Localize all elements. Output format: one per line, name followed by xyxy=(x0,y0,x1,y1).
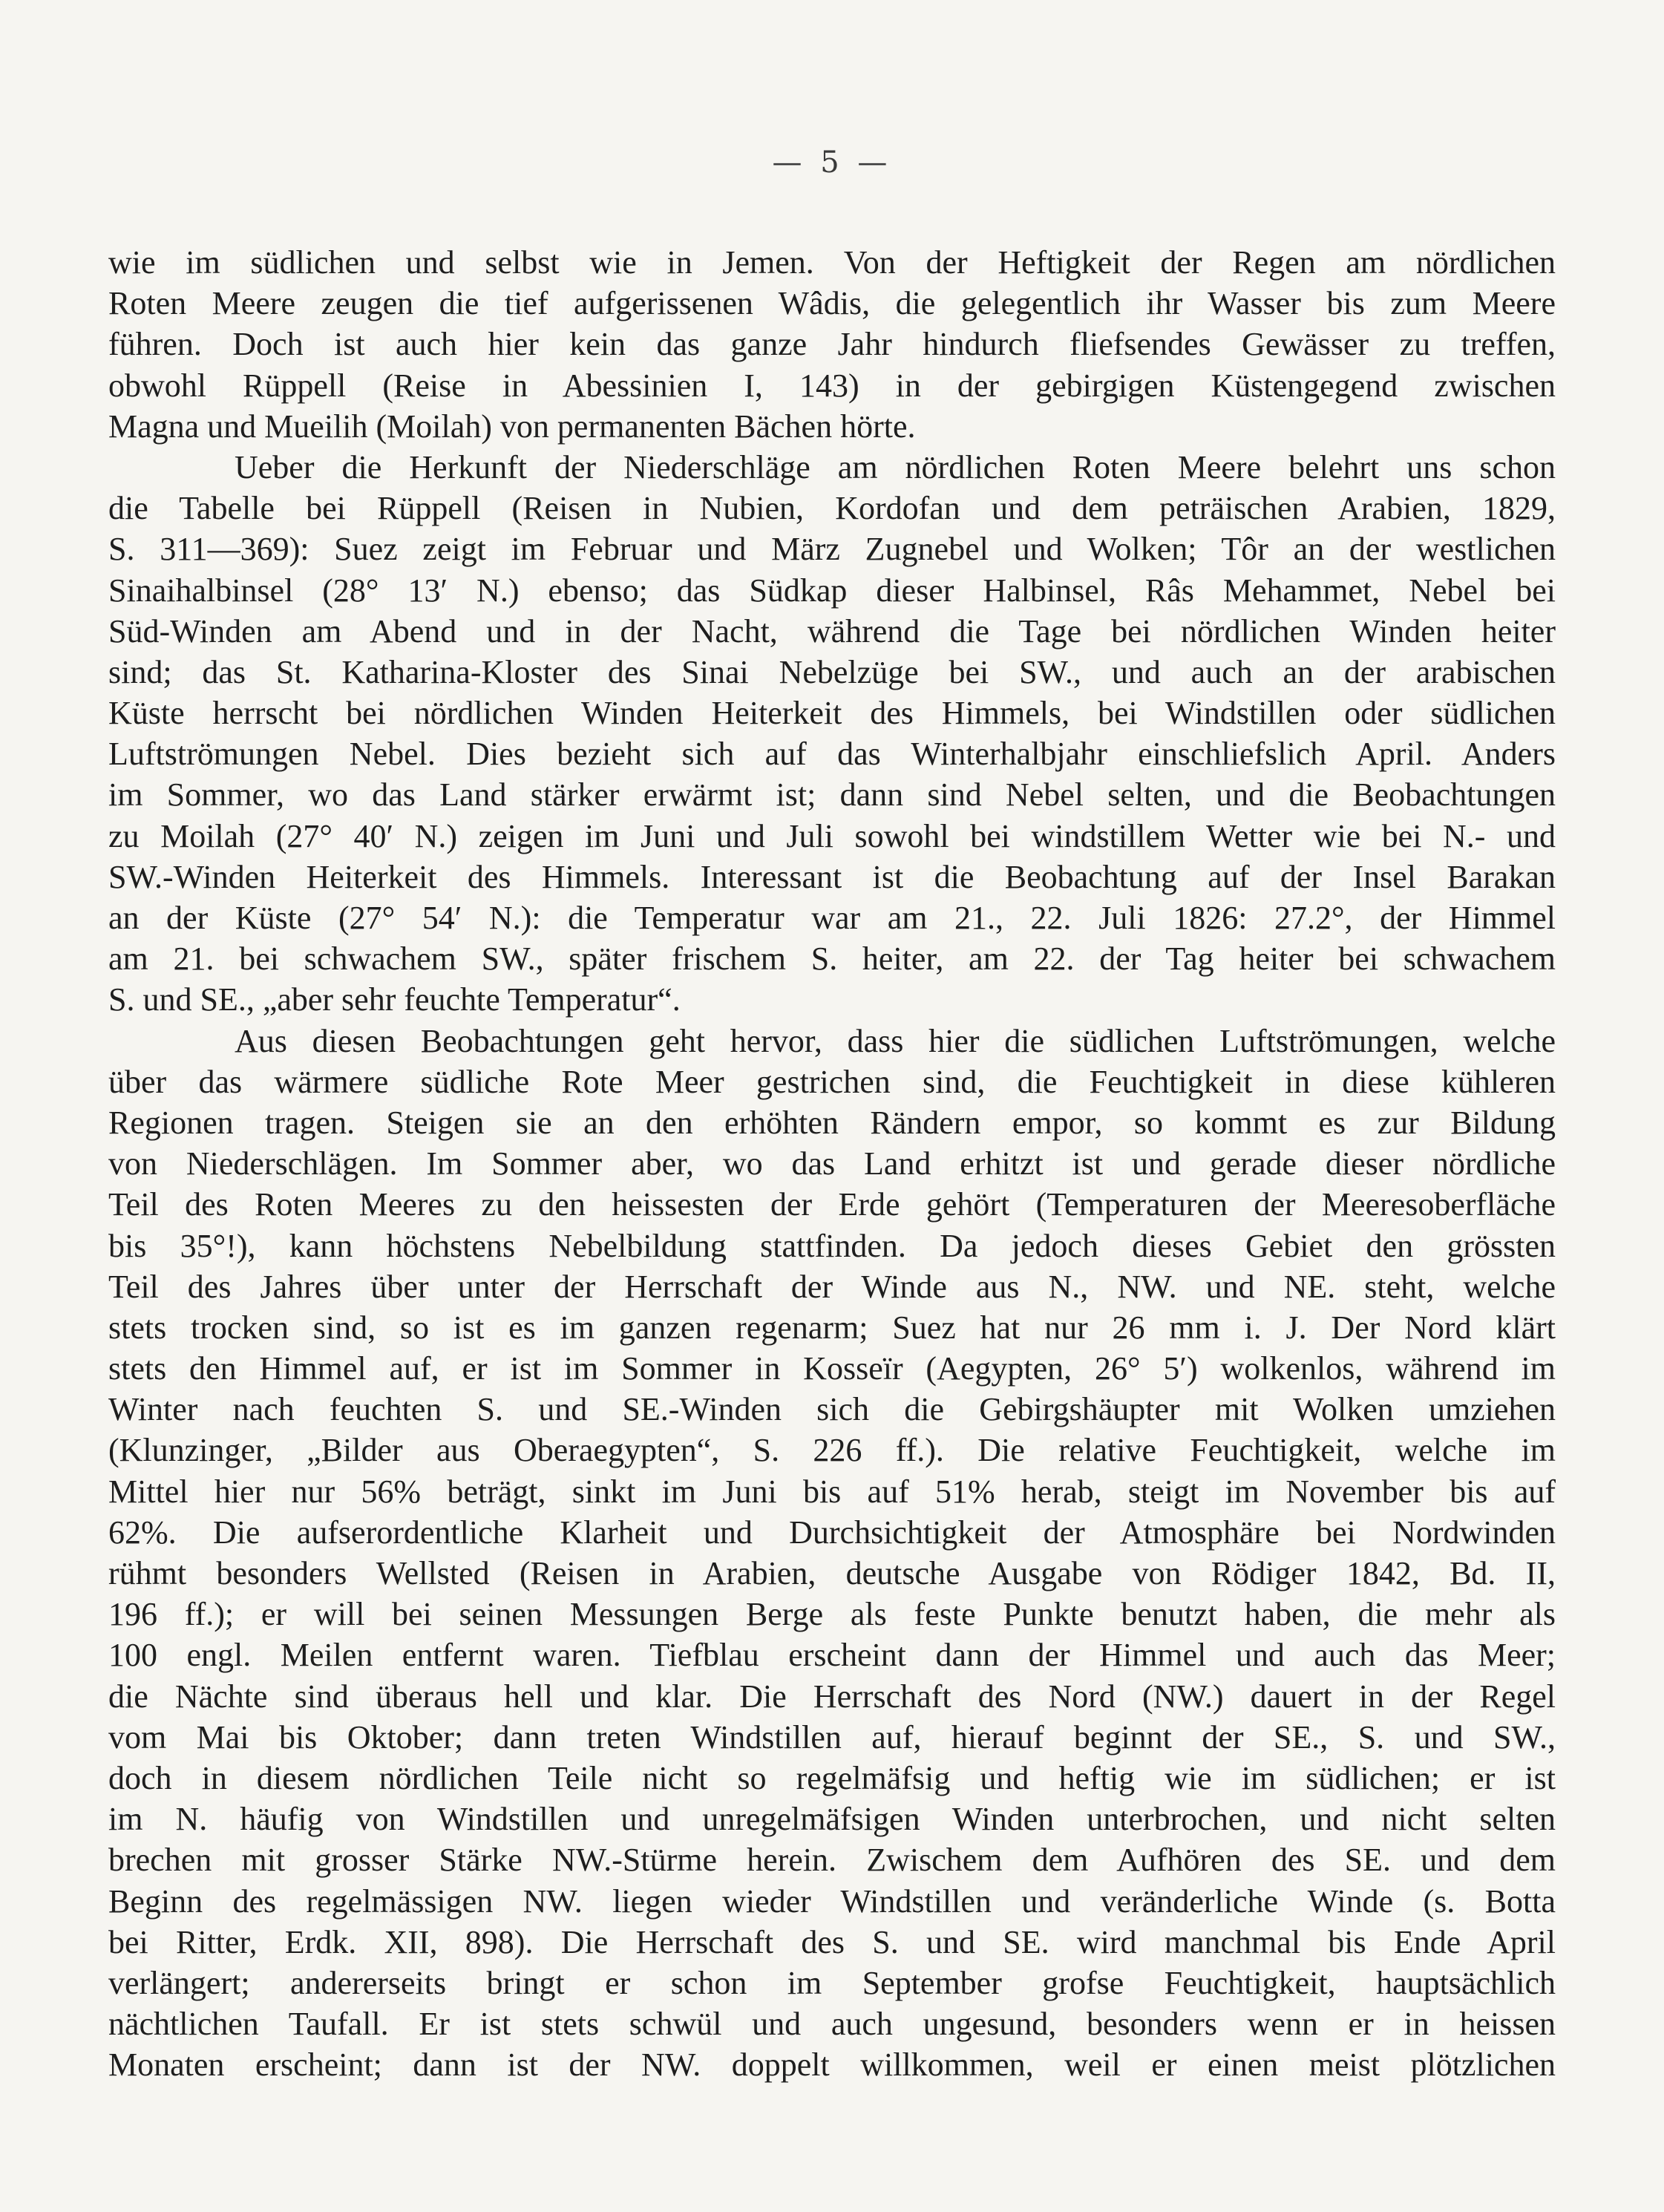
text-line: SW.-Winden Heiterkeit des Himmels. Interessant ist die Beobachtung auf der Insel Barakan xyxy=(108,858,1556,895)
text-line: 196 ff.); er will bei seinen Messungen Berge als feste Punkte benutzt haben, die mehr als xyxy=(108,1596,1556,1633)
text-line: vom Mai bis Oktober; dann treten Windstillen auf, hierauf beginnt der SE., S. und SW., xyxy=(108,1718,1556,1755)
text-line: 62%. Die aufserordentliche Klarheit und Durchsichtigkeit der Atmosphäre bei Nordwinden xyxy=(108,1514,1556,1551)
text-line: stets trocken sind, so ist es im ganzen regenarm; Suez hat nur 26 mm i. J. Der Nord klärt xyxy=(108,1309,1556,1346)
text-line: verlängert; andererseits bringt er schon im September grofse Feuchtigkeit, hauptsächlich xyxy=(108,1964,1556,2001)
text-line: Sinaihalbinsel (28° 13′ N.) ebenso; das Südkap dieser Halbinsel, Râs Mehammet, Nebel bei xyxy=(108,572,1556,609)
body-text xyxy=(108,242,1556,2085)
text-line: im N. häufig von Windstillen und unregelmäfsigen Winden unterbrochen, und nicht selten xyxy=(108,1801,1556,1838)
text-line: von Niederschlägen. Im Sommer aber, wo das Land erhitzt ist und gerade dieser nördliche xyxy=(108,1145,1556,1182)
text-line: obwohl Rüppell (Reise in Abessinien I, 143) in der gebirgigen Küstengegend zwischen xyxy=(108,367,1556,404)
text-line: Küste herrscht bei nördlichen Winden Heiterkeit des Himmels, bei Windstillen oder südlichen xyxy=(108,695,1556,732)
text-line: bis 35°!), kann höchstens Nebelbildung stattfinden. Da jedoch dieses Gebiet den grössten xyxy=(108,1227,1556,1264)
text-line: über das wärmere südliche Rote Meer gestrichen sind, die Feuchtigkeit in diese kühleren xyxy=(108,1063,1556,1100)
page-number: — 5 — xyxy=(772,145,892,180)
text-line: sind; das St. Katharina-Kloster des Sinai Nebelzüge bei SW., und auch an der arabischen xyxy=(108,653,1556,690)
text-line: stets den Himmel auf, er ist im Sommer in Kosseïr (Aegypten, 26° 5′) wolkenlos, während im xyxy=(108,1350,1556,1387)
text-line: die Tabelle bei Rüppell (Reisen in Nubien, Kordofan und dem peträischen Arabien, 1829, xyxy=(108,490,1556,527)
text-line: die Nächte sind überaus hell und klar. Die Herrschaft des Nord (NW.) dauert in der Regel xyxy=(108,1678,1556,1715)
text-line: führen. Doch ist auch hier kein das ganze Jahr hindurch fliefsendes Gewässer zu treffen, xyxy=(108,326,1556,363)
text-line: brechen mit grosser Stärke NW.-Stürme herein. Zwischem dem Aufhören des SE. und dem xyxy=(108,1842,1556,1879)
text-line: bei Ritter, Erdk. XII, 898). Die Herrschaft des S. und SE. wird manchmal bis Ende April xyxy=(108,1923,1556,1960)
text-line: rühmt besonders Wellsted (Reisen in Arabien, deutsche Ausgabe von Rödiger 1842, Bd. II, xyxy=(108,1555,1556,1591)
paragraph-start-line: Ueber die Herkunft der Niederschläge am nördlichen Roten Meere belehrt uns schon xyxy=(235,448,1556,485)
text-line: am 21. bei schwachem SW., später frischem S. heiter, am 22. der Tag heiter bei schwachem xyxy=(108,940,1556,978)
text-line: Monaten erscheint; dann ist der NW. doppelt willkommen, weil er einen meist plötzlichen xyxy=(108,2046,1556,2084)
text-line: Magna und Mueilih (Moilah) von permanenten Bächen hörte. xyxy=(108,408,916,445)
text-line: Beginn des regelmässigen NW. liegen wieder Windstillen und veränderliche Winde (s. Botta xyxy=(108,1882,1556,1920)
text-line: S. 311—369): Suez zeigt im Februar und März Zugnebel und Wolken; Tôr an der westlichen xyxy=(108,531,1556,568)
text-line: doch in diesem nördlichen Teile nicht so regelmäfsig und heftig wie im südlichen; er ist xyxy=(108,1759,1556,1796)
text-line: Roten Meere zeugen die tief aufgerissenen Wâdis, die gelegentlich ihr Wasser bis zum Meere xyxy=(108,285,1556,322)
paragraph-start-line: Aus diesen Beobachtungen geht hervor, dass hier die südlichen Luftströmungen, welche xyxy=(235,1022,1556,1059)
text-line: Winter nach feuchten S. und SE.-Winden sich die Gebirgshäupter mit Wolken umziehen xyxy=(108,1391,1556,1428)
text-line: 100 engl. Meilen entfernt waren. Tiefblau erscheint dann der Himmel und auch das Meer; xyxy=(108,1637,1556,1674)
text-line: Teil des Roten Meeres zu den heissesten der Erde gehört (Temperaturen der Meeresoberfläche xyxy=(108,1186,1556,1223)
text-line: an der Küste (27° 54′ N.): die Temperatur war am 21., 22. Juli 1826: 27.2°, der Himmel xyxy=(108,900,1556,936)
text-line: Mittel hier nur 56% beträgt, sinkt im Juni bis auf 51% herab, steigt im November bis auf xyxy=(108,1473,1556,1510)
text-line: Regionen tragen. Steigen sie an den erhöhten Rändern empor, so kommt es zur Bildung xyxy=(108,1104,1556,1141)
text-line: Teil des Jahres über unter der Herrschaft der Winde aus N., NW. und NE. steht, welche xyxy=(108,1268,1556,1305)
text-line: nächtlichen Taufall. Er ist stets schwül und auch ungesund, besonders wenn er in heissen xyxy=(108,2006,1556,2043)
text-line: (Klunzinger, „Bilder aus Oberaegypten“, S. 226 ff.). Die relative Feuchtigkeit, welche im xyxy=(108,1432,1556,1469)
text-line: zu Moilah (27° 40′ N.) zeigen im Juni und Juli sowohl bei windstillem Wetter wie bei N.- und xyxy=(108,817,1556,854)
text-line: wie im südlichen und selbst wie in Jemen. Von der Heftigkeit der Regen am nördlichen xyxy=(108,244,1556,281)
text-line: S. und SE., „aber sehr feuchte Temperatur“. xyxy=(108,981,681,1018)
text-line: im Sommer, wo das Land stärker erwärmt ist; dann sind Nebel selten, und die Beobachtungen xyxy=(108,776,1556,814)
text-line: Süd-Winden am Abend und in der Nacht, während die Tage bei nördlichen Winden heiter xyxy=(108,612,1556,649)
text-line: Luftströmungen Nebel. Dies bezieht sich auf das Winterhalbjahr einschliefslich April. Anders xyxy=(108,736,1556,773)
